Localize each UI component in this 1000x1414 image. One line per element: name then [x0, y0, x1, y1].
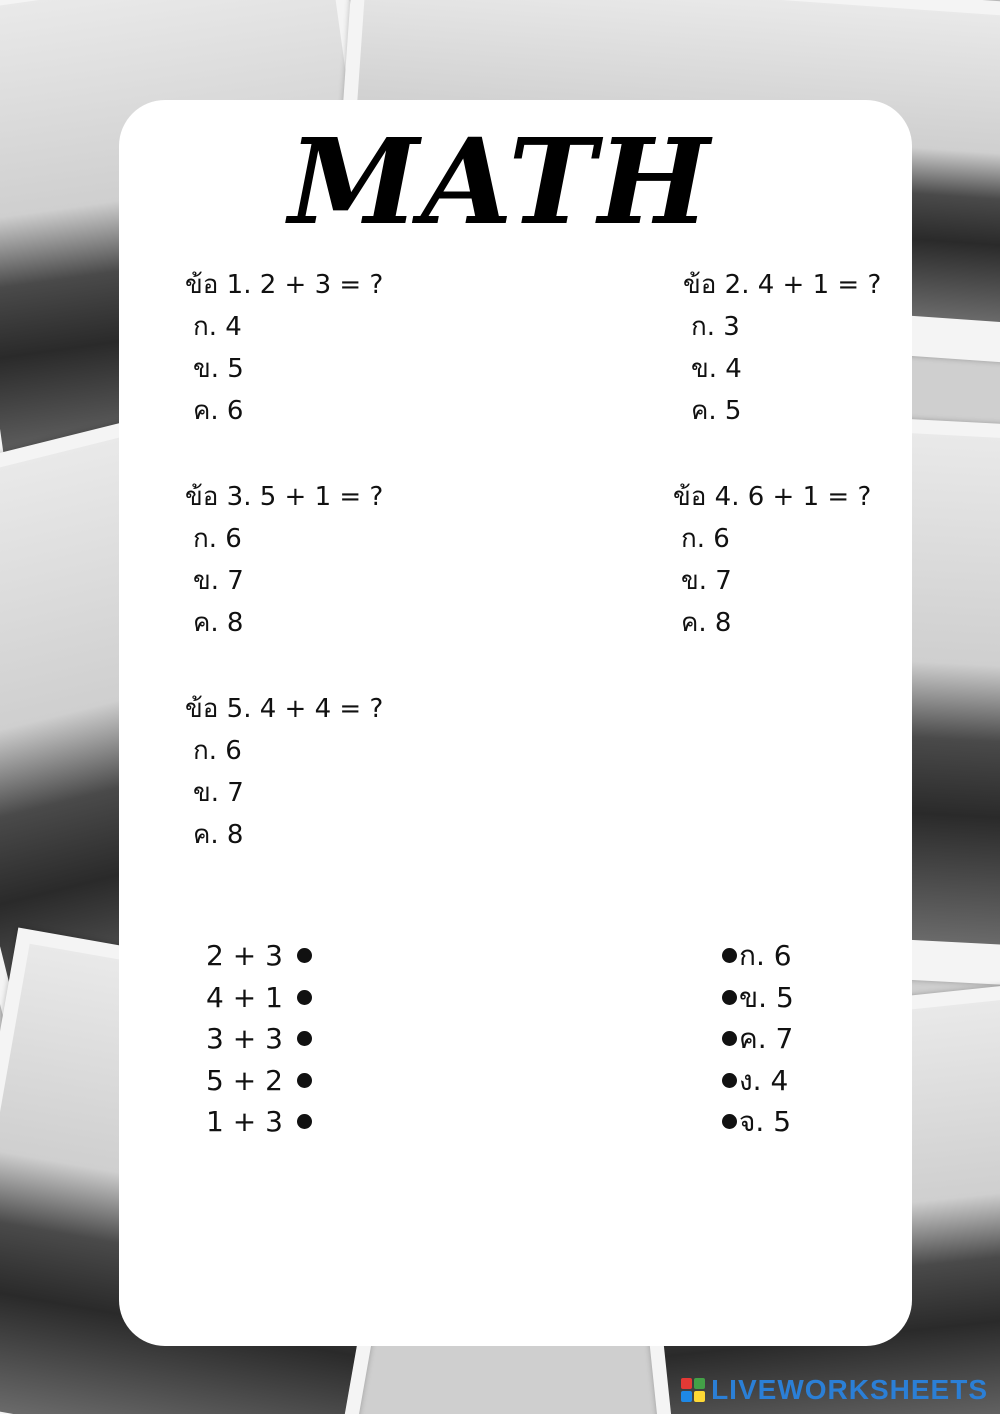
match-right-item: [722, 1060, 794, 1102]
option[interactable]: ก. 6: [193, 736, 242, 766]
option[interactable]: ค. 8: [193, 608, 244, 638]
liveworksheets-logo-icon: [681, 1378, 705, 1402]
option[interactable]: ข. 5: [193, 354, 244, 384]
match-left-item: [206, 935, 312, 977]
question-text: ข้อ 1. 2 + 3 = ?: [185, 270, 384, 300]
option[interactable]: ค. 5: [691, 396, 742, 426]
question-1: [185, 264, 383, 432]
match-answer: ก. 6: [739, 939, 792, 972]
matching-right-column: [722, 935, 794, 1143]
match-answer: ข. 5: [739, 980, 794, 1014]
option[interactable]: ก. 6: [681, 524, 730, 554]
option[interactable]: ข. 4: [691, 354, 742, 384]
connector-dot[interactable]: [297, 1031, 312, 1046]
match-right-item: [722, 1101, 794, 1143]
connector-dot[interactable]: [297, 1114, 312, 1129]
connector-dot[interactable]: [722, 948, 737, 963]
option[interactable]: ข. 7: [193, 778, 244, 808]
connector-dot[interactable]: [722, 1031, 737, 1046]
connector-dot[interactable]: [722, 990, 737, 1005]
match-expression: 3 + 3: [206, 1022, 283, 1055]
match-right-item: [722, 1018, 794, 1060]
option[interactable]: ก. 3: [691, 312, 740, 342]
liveworksheets-watermark: [681, 1374, 988, 1406]
connector-dot[interactable]: [722, 1114, 737, 1129]
question-text: ข้อ 4. 6 + 1 = ?: [673, 482, 872, 512]
question-5: [185, 688, 383, 856]
option[interactable]: ก. 4: [193, 312, 242, 342]
match-right-item: [722, 935, 794, 977]
question-text: ข้อ 5. 4 + 4 = ?: [185, 694, 384, 724]
option[interactable]: ค. 6: [193, 396, 244, 426]
option[interactable]: ข. 7: [681, 566, 732, 596]
match-left-item: [206, 1060, 312, 1102]
match-expression: 1 + 3: [206, 1105, 283, 1138]
match-right-item: [722, 977, 794, 1019]
question-4: [673, 476, 871, 644]
connector-dot[interactable]: [297, 948, 312, 963]
match-answer: ง. 4: [739, 1063, 789, 1097]
match-expression: 2 + 3: [206, 939, 283, 972]
question-text: ข้อ 2. 4 + 1 = ?: [683, 270, 882, 300]
option[interactable]: ค. 8: [193, 820, 244, 850]
connector-dot[interactable]: [297, 1073, 312, 1088]
match-left-item: [206, 1101, 312, 1143]
connector-dot[interactable]: [722, 1073, 737, 1088]
match-answer: จ. 5: [739, 1105, 792, 1138]
page-title: MATH: [288, 112, 712, 251]
question-3: [185, 476, 383, 644]
matching-left-column: [206, 935, 312, 1143]
match-answer: ค. 7: [739, 1022, 794, 1055]
connector-dot[interactable]: [297, 990, 312, 1005]
match-left-item: [206, 1018, 312, 1060]
option[interactable]: ค. 8: [681, 608, 732, 638]
match-left-item: [206, 977, 312, 1019]
question-2: [683, 264, 881, 432]
watermark-text: LIVEWORKSHEETS: [711, 1374, 988, 1405]
option[interactable]: ข. 7: [193, 566, 244, 596]
match-expression: 4 + 1: [206, 980, 283, 1014]
option[interactable]: ก. 6: [193, 524, 242, 554]
match-expression: 5 + 2: [206, 1063, 283, 1097]
question-text: ข้อ 3. 5 + 1 = ?: [185, 482, 384, 512]
